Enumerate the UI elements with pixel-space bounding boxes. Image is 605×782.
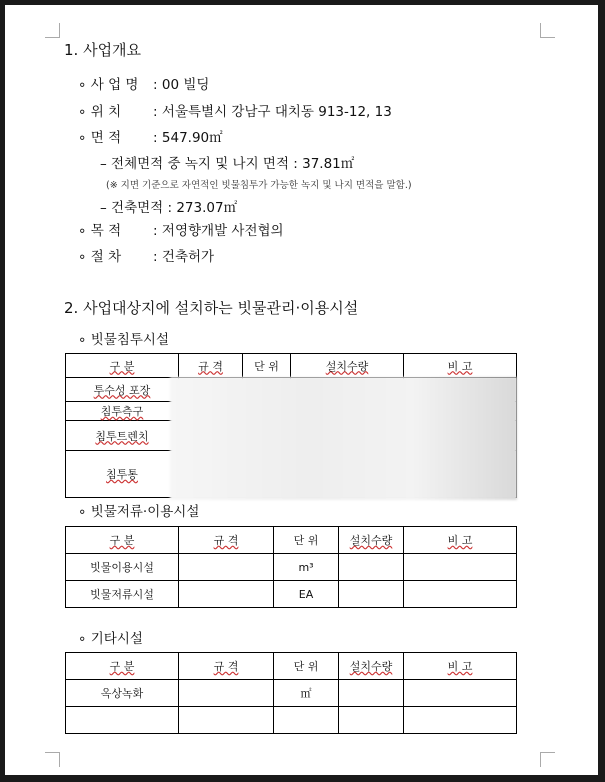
infiltration-title: ∘ 빗물침투시설 [78,332,169,348]
colon: : [153,249,158,265]
overview-value: 547.90㎡ [161,130,223,146]
margin-mark-bottom-right [540,752,555,767]
header-cell: 단 위 [274,527,339,554]
storage-table [65,526,517,608]
header-cell: 비 고 [404,653,517,680]
overview-row-area [78,126,223,146]
unit-cell: ㎡ [274,680,339,707]
bullet: ∘ [78,104,87,120]
row-label: 침투측구 [66,402,179,421]
colon: : [153,104,158,120]
header-cell: 규 격 [179,354,243,378]
storage-title: ∘ 빗물저류·이용시설 [78,504,200,520]
header-cell: 설치수량 [339,653,404,680]
redacted-region [170,377,517,500]
overview-value: 저영향개발 사전협의 [161,223,284,239]
bullet: ∘ [78,223,87,239]
other-title: ∘ 기타시설 [78,631,143,647]
bullet: ∘ [78,332,87,348]
colon: : [153,223,158,239]
header-cell: 규 격 [179,653,274,680]
bullet: ∘ [78,130,87,146]
unit-cell [274,707,339,734]
header-cell: 설치수량 [291,354,404,378]
header-cell: 비 고 [404,527,517,554]
row-label: 빗물저류시설 [66,581,179,608]
overview-value: 00 빌딩 [161,77,210,93]
bullet: ∘ [78,504,87,520]
header-cell: 규 격 [179,527,274,554]
row-label: 침투트렌치 [66,421,179,451]
overview-row-name [78,73,209,93]
section2-heading: 2. 사업대상지에 설치하는 빗물관리·이용시설 [64,299,359,317]
header-cell: 설치수량 [339,527,404,554]
header-cell: 단 위 [243,354,291,378]
bullet: ∘ [78,249,87,265]
building-area-line: – 건축면적 : 273.07㎡ [100,200,238,216]
overview-row-purpose [78,219,284,239]
unit-cell: EA [274,581,339,608]
header-cell: 단 위 [274,653,339,680]
margin-mark-bottom-left [45,752,60,767]
other-table [65,652,517,734]
bullet: ∘ [78,77,87,93]
row-label [66,707,179,734]
header-cell: 비 고 [404,354,517,378]
row-label: 침투통 [66,451,179,498]
overview-label: 목 적 [90,223,122,239]
row-label: 투수성 포장 [66,378,179,402]
overview-label: 위 치 [90,104,122,120]
section1-heading: 1. 사업개요 [64,41,142,59]
colon: : [153,130,158,146]
overview-row-location [78,100,392,120]
margin-mark-top-left [45,23,60,38]
header-cell: 구 분 [66,653,179,680]
green-area-note: (※ 지면 기준으로 자연적인 빗물침투가 가능한 녹지 및 나지 면적을 말함.) [106,180,412,191]
overview-value: 건축허가 [161,249,215,265]
bullet: ∘ [78,631,87,647]
overview-label: 절 차 [90,249,122,265]
overview-label: 면 적 [90,130,122,146]
row-label: 옥상녹화 [66,680,179,707]
overview-label: 사 업 명 [90,77,139,93]
margin-mark-top-right [540,23,555,38]
header-cell: 구 분 [66,354,179,378]
unit-cell: m³ [274,554,339,581]
header-cell: 구 분 [66,527,179,554]
row-label: 빗물이용시설 [66,554,179,581]
colon: : [153,77,158,93]
green-area-line: – 전체면적 중 녹지 및 나지 면적 : 37.81㎡ [100,156,355,172]
overview-value: 서울특별시 강남구 대치동 913-12, 13 [161,104,392,120]
overview-row-procedure [78,245,214,265]
